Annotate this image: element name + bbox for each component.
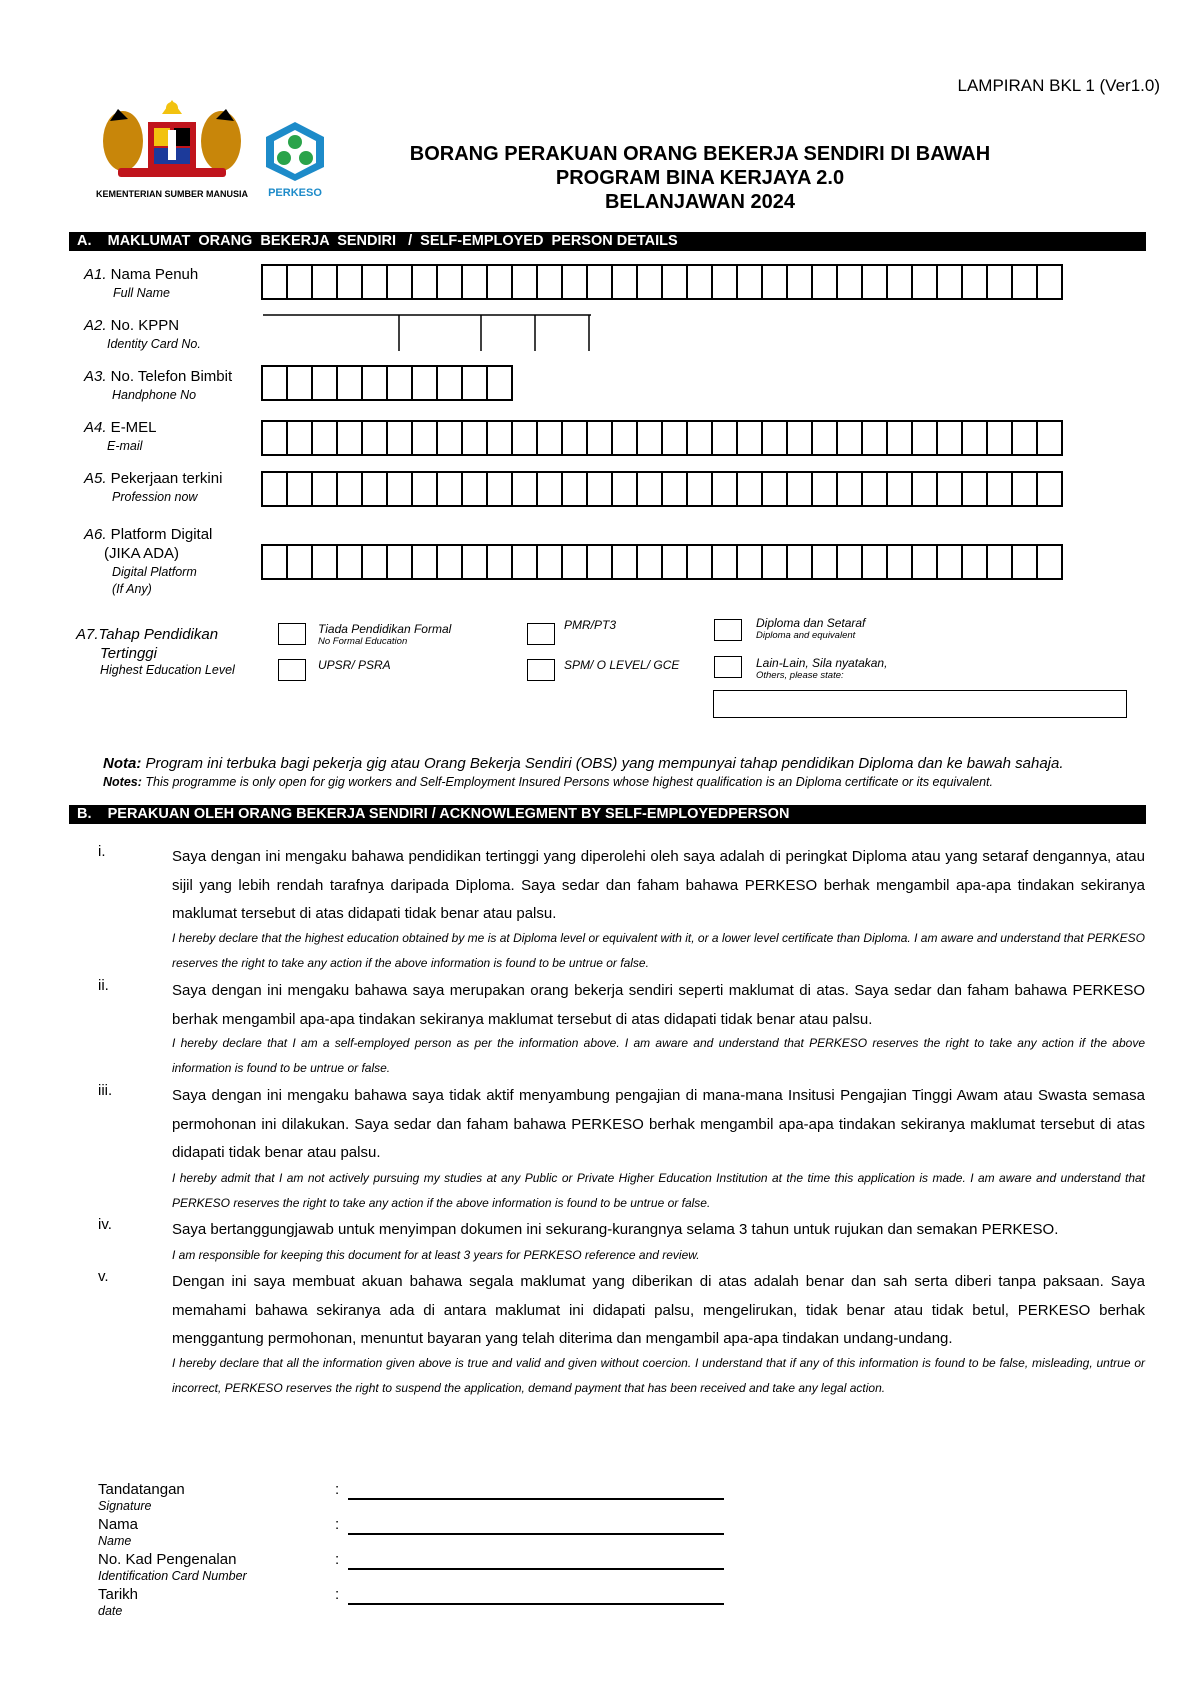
char-box[interactable]: [563, 264, 588, 300]
char-box[interactable]: [263, 471, 288, 507]
char-box[interactable]: [913, 264, 938, 300]
char-box[interactable]: [288, 420, 313, 456]
char-box[interactable]: [613, 471, 638, 507]
char-box[interactable]: [988, 264, 1013, 300]
education-label-2: Tertinggi: [100, 645, 157, 662]
char-box[interactable]: [463, 471, 488, 507]
email-input[interactable]: [261, 420, 1063, 456]
field-a6-label-en-2: (If Any): [112, 582, 152, 596]
char-box[interactable]: [1013, 420, 1038, 456]
title-line-1: BORANG PERAKUAN ORANG BEKERJA SENDIRI DI BAWAH: [409, 143, 991, 165]
char-box[interactable]: [438, 544, 463, 580]
char-box[interactable]: [813, 420, 838, 456]
others-checkbox[interactable]: [714, 656, 742, 678]
upsr-psra-checkbox[interactable]: [278, 659, 306, 681]
char-box[interactable]: [938, 544, 963, 580]
signature-label-en: Signature: [98, 1499, 152, 1513]
education-label-en: Highest Education Level: [100, 663, 235, 677]
item-i-text-en: I hereby declare that the highest education obtained by me is at Diploma level or equivalent with it, or a lower level certificate than Diploma. I am aware and understand that PERKESO reserves the right to take any action if the above information is found to be untrue or false.: [172, 931, 1145, 970]
full-name-input[interactable]: [261, 264, 1063, 300]
char-box[interactable]: [763, 420, 788, 456]
name-label: Nama: [98, 1516, 139, 1533]
char-box[interactable]: [838, 420, 863, 456]
name-label-en: Name: [98, 1534, 132, 1548]
char-box[interactable]: [513, 420, 538, 456]
no-formal-education-label: Tiada Pendidikan Formal: [318, 622, 452, 636]
char-box[interactable]: [463, 365, 488, 401]
char-box[interactable]: [413, 365, 438, 401]
char-box[interactable]: [338, 471, 363, 507]
char-box[interactable]: [388, 471, 413, 507]
char-box[interactable]: [1038, 544, 1063, 580]
education-label: A7.Tahap Pendidikan: [76, 626, 219, 643]
char-box[interactable]: [338, 365, 363, 401]
char-box[interactable]: [563, 544, 588, 580]
char-box[interactable]: [863, 471, 888, 507]
char-box[interactable]: [363, 544, 388, 580]
char-box[interactable]: [463, 544, 488, 580]
char-box[interactable]: [313, 365, 338, 401]
ic-label-en: Identification Card Number: [98, 1569, 247, 1583]
char-box[interactable]: [413, 420, 438, 456]
char-box[interactable]: [638, 544, 663, 580]
char-box[interactable]: [738, 420, 763, 456]
char-box[interactable]: [738, 471, 763, 507]
field-a6-label-en: Digital Platform: [112, 565, 197, 579]
form-reference: LAMPIRAN BKL 1 (Ver1.0): [957, 76, 1160, 95]
char-box[interactable]: [1038, 264, 1063, 300]
char-box[interactable]: [738, 264, 763, 300]
char-box[interactable]: [288, 365, 313, 401]
profession-input[interactable]: [261, 471, 1063, 507]
item-v-text-en: I hereby declare that all the information given above is true and valid and given without coercion. I understand that if any of this information is found to be false, misleading, untrue or incorrect, PERKESO reserves the right to suspend the application, demand payment that has been received and take any legal action.: [172, 1356, 1145, 1395]
char-box[interactable]: [488, 420, 513, 456]
char-box[interactable]: [263, 420, 288, 456]
char-box[interactable]: [713, 264, 738, 300]
char-box[interactable]: [313, 471, 338, 507]
field-a4-label-en: E-mail: [107, 439, 143, 453]
char-box[interactable]: [413, 544, 438, 580]
no-formal-education-label-en: No Formal Education: [318, 636, 408, 647]
char-box[interactable]: [713, 420, 738, 456]
upsr-psra-label: UPSR/ PSRA: [318, 658, 391, 672]
item-i-text: Saya dengan ini mengaku bahawa pendidikan tertinggi yang diperolehi oleh saya adalah di peringkat Diploma atau yang setaraf dengannya, atau sijil yang lebih rendah tarafnya daripada Diploma. Saya sedar dan faham bahawa PERKESO berhak mengambil apa-apa tindakan sekiranya maklumat tersebut di atas didapati tidak benar atau palsu.: [172, 848, 1145, 922]
char-box[interactable]: [488, 471, 513, 507]
others-specify-input[interactable]: [713, 690, 1127, 718]
pmr-pt3-checkbox[interactable]: [527, 623, 555, 645]
char-box[interactable]: [688, 544, 713, 580]
char-box[interactable]: [663, 264, 688, 300]
char-box[interactable]: [513, 264, 538, 300]
char-box[interactable]: [663, 471, 688, 507]
char-box[interactable]: [988, 544, 1013, 580]
item-v-number: v.: [98, 1268, 109, 1285]
char-box[interactable]: [338, 420, 363, 456]
char-box[interactable]: [763, 544, 788, 580]
char-box[interactable]: [288, 544, 313, 580]
name-colon: :: [335, 1516, 340, 1533]
char-box[interactable]: [1013, 544, 1038, 580]
date-colon: :: [335, 1586, 340, 1603]
char-box[interactable]: [713, 544, 738, 580]
char-box[interactable]: [588, 471, 613, 507]
item-iii-text-en: I hereby admit that I am not actively pursuing my studies at any Public or Private Higher Education Institution at the time this application is made. I am aware and understand that PERKESO reserves the right to take any action if the above information is found to be untrue or false.: [172, 1171, 1145, 1210]
char-box[interactable]: [938, 420, 963, 456]
char-box[interactable]: [488, 544, 513, 580]
char-box[interactable]: [938, 264, 963, 300]
char-box[interactable]: [313, 544, 338, 580]
char-box[interactable]: [588, 544, 613, 580]
form-title: [0, 142, 1200, 214]
signature-colon: :: [335, 1481, 340, 1498]
note-bm: Nota: Program ini terbuka bagi pekerja gig atau Orang Bekerja Sendiri (OBS) yang mempunyai tahap pendidikan Diploma dan ke bawah sahaja.: [103, 755, 1064, 772]
char-box[interactable]: [863, 420, 888, 456]
char-box[interactable]: [788, 544, 813, 580]
char-box[interactable]: [963, 420, 988, 456]
char-box[interactable]: [463, 264, 488, 300]
others-label: Lain-Lain, Sila nyatakan,: [756, 656, 888, 670]
char-box[interactable]: [588, 264, 613, 300]
char-box[interactable]: [538, 420, 563, 456]
char-box[interactable]: [363, 420, 388, 456]
char-box[interactable]: [1013, 264, 1038, 300]
char-box[interactable]: [688, 420, 713, 456]
char-box[interactable]: [263, 264, 288, 300]
char-box[interactable]: [388, 420, 413, 456]
char-box[interactable]: [788, 420, 813, 456]
char-box[interactable]: [863, 264, 888, 300]
char-box[interactable]: [563, 471, 588, 507]
date-label-en: date: [98, 1604, 123, 1618]
date-label: Tarikh: [98, 1586, 139, 1603]
char-box[interactable]: [863, 544, 888, 580]
field-a5-label: A5. Pekerjaan terkini: [84, 470, 223, 487]
char-box[interactable]: [513, 471, 538, 507]
char-box[interactable]: [813, 264, 838, 300]
char-box[interactable]: [538, 544, 563, 580]
ministry-caption: KEMENTERIAN SUMBER MANUSIA: [95, 189, 248, 199]
char-box[interactable]: [888, 471, 913, 507]
date-line[interactable]: [348, 1603, 724, 1605]
item-iv-number: iv.: [98, 1216, 112, 1233]
char-box[interactable]: [988, 471, 1013, 507]
others-label-en: Others, please state:: [756, 670, 844, 681]
char-box[interactable]: [438, 264, 463, 300]
char-box[interactable]: [713, 471, 738, 507]
field-a6-label-2: (JIKA ADA): [104, 545, 180, 562]
digital-platform-input[interactable]: [261, 544, 1063, 580]
field-a3-label: A3. No. Telefon Bimbit: [84, 368, 233, 385]
section-b-heading: B. PERAKUAN OLEH ORANG BEKERJA SENDIRI / ACKNOWLEGMENT BY SELF-EMPLOYEDPERSON: [69, 805, 1146, 824]
char-box[interactable]: [988, 420, 1013, 456]
field-a1-label: A1. Nama Penuh: [84, 266, 199, 283]
item-iii-number: iii.: [98, 1082, 113, 1099]
field-a5-label-en: Profession now: [112, 490, 198, 504]
item-ii-number: ii.: [98, 977, 109, 994]
char-box[interactable]: [688, 264, 713, 300]
perkeso-caption: PERKESO: [268, 187, 322, 199]
char-box[interactable]: [913, 544, 938, 580]
char-box[interactable]: [938, 471, 963, 507]
char-box[interactable]: [288, 471, 313, 507]
char-box[interactable]: [338, 544, 363, 580]
char-box[interactable]: [813, 544, 838, 580]
char-box[interactable]: [788, 264, 813, 300]
char-box[interactable]: [963, 264, 988, 300]
char-box[interactable]: [838, 471, 863, 507]
char-box[interactable]: [388, 264, 413, 300]
ic-number-input[interactable]: [263, 314, 591, 352]
char-box[interactable]: [388, 365, 413, 401]
char-box[interactable]: [1038, 471, 1063, 507]
field-a1-label-en: Full Name: [113, 286, 170, 300]
char-box[interactable]: [288, 264, 313, 300]
char-box[interactable]: [1038, 420, 1063, 456]
field-a3-label-en: Handphone No: [112, 388, 197, 402]
char-box[interactable]: [438, 365, 463, 401]
char-box[interactable]: [413, 264, 438, 300]
ic-line[interactable]: [348, 1568, 724, 1570]
char-box[interactable]: [588, 420, 613, 456]
note-en: Notes: This programme is only open for gig workers and Self-Employment Insured Persons whose highest qualification is an Diploma certificate or its equivalent.: [103, 775, 994, 789]
char-box[interactable]: [763, 471, 788, 507]
item-iv-text-en: I am responsible for keeping this document for at least 3 years for PERKESO reference and review.: [172, 1248, 700, 1262]
char-box[interactable]: [463, 420, 488, 456]
char-box[interactable]: [763, 264, 788, 300]
char-box[interactable]: [388, 544, 413, 580]
char-box[interactable]: [888, 264, 913, 300]
char-box[interactable]: [363, 365, 388, 401]
char-box[interactable]: [913, 471, 938, 507]
spm-olevel-label: SPM/ O LEVEL/ GCE: [564, 658, 680, 672]
char-box[interactable]: [913, 420, 938, 456]
char-box[interactable]: [788, 471, 813, 507]
char-box[interactable]: [963, 544, 988, 580]
char-box[interactable]: [638, 471, 663, 507]
char-box[interactable]: [838, 264, 863, 300]
name-line[interactable]: [348, 1533, 724, 1535]
spm-olevel-checkbox[interactable]: [527, 659, 555, 681]
field-a2-label-en: Identity Card No.: [107, 337, 201, 351]
char-box[interactable]: [538, 471, 563, 507]
char-box[interactable]: [263, 544, 288, 580]
item-ii-text: Saya dengan ini mengaku bahawa saya merupakan orang bekerja sendiri seperti maklumat di atas. Saya sedar dan faham bahawa PERKESO berhak mengambil apa-apa tindakan sekiranya maklumat tersebut di atas didapati tidak benar atau palsu.: [172, 982, 1145, 1028]
char-box[interactable]: [313, 264, 338, 300]
char-box[interactable]: [663, 420, 688, 456]
char-box[interactable]: [638, 264, 663, 300]
ic-label: No. Kad Pengenalan: [98, 1551, 237, 1568]
title-line-2: PROGRAM BINA KERJAYA 2.0: [555, 167, 845, 189]
char-box[interactable]: [538, 264, 563, 300]
char-box[interactable]: [813, 471, 838, 507]
char-box[interactable]: [1013, 471, 1038, 507]
diploma-label: Diploma dan Setaraf: [756, 616, 866, 630]
char-box[interactable]: [663, 544, 688, 580]
char-box[interactable]: [613, 420, 638, 456]
char-box[interactable]: [438, 471, 463, 507]
char-box[interactable]: [638, 420, 663, 456]
char-box[interactable]: [738, 544, 763, 580]
signature-line[interactable]: [348, 1498, 724, 1500]
no-formal-education-checkbox[interactable]: [278, 623, 306, 645]
field-a2-label: A2. No. KPPN: [84, 317, 180, 334]
ic-colon: :: [335, 1551, 340, 1568]
char-box[interactable]: [963, 471, 988, 507]
char-box[interactable]: [488, 365, 513, 401]
field-a4-label: A4. E-MEL: [84, 419, 157, 436]
diploma-label-en: Diploma and equivalent: [756, 630, 856, 641]
char-box[interactable]: [413, 471, 438, 507]
char-box[interactable]: [263, 365, 288, 401]
diploma-checkbox[interactable]: [714, 619, 742, 641]
char-box[interactable]: [688, 471, 713, 507]
item-i-number: i.: [98, 843, 106, 860]
signature-label: Tandatangan: [98, 1481, 185, 1498]
pmr-pt3-label: PMR/PT3: [564, 618, 617, 632]
item-v-text: Dengan ini saya membuat akuan bahawa segala maklumat yang diberikan di atas adalah benar dan sah serta diberi tanpa paksaan. Saya memahami bahawa sekiranya ada di antara maklumat ini didapati palsu, mengelirukan, tidak benar atau tidak betul, PERKESO berhak menggantung permohonan, menuntut bayaran yang telah diterima dan mengambil apa-apa tindakan undang-undang.: [172, 1273, 1145, 1347]
char-box[interactable]: [313, 420, 338, 456]
title-line-3: BELANJAWAN 2024: [604, 191, 796, 213]
char-box[interactable]: [563, 420, 588, 456]
item-iii-text: Saya dengan ini mengaku bahawa saya tidak aktif menyambung pengajian di mana-mana Insitusi Pengajian Tinggi Awam atau Swasta semasa permohonan ini dilakukan. Saya sedar dan faham bahawa PERKESO berhak mengambil apa-apa tindakan sekiranya maklumat tersebut di atas didapati tidak benar atau palsu.: [172, 1087, 1145, 1161]
item-ii-text-en: I hereby declare that I am a self-employed person as per the information above. I am aware and understand that PERKESO reserves the right to take any action if the above information is found to be untrue or false.: [172, 1036, 1145, 1075]
section-a-heading: A. MAKLUMAT ORANG BEKERJA SENDIRI / SELF-EMPLOYED PERSON DETAILS: [69, 232, 1146, 251]
phone-number-input[interactable]: [261, 365, 513, 401]
char-box[interactable]: [838, 544, 863, 580]
char-box[interactable]: [888, 544, 913, 580]
char-box[interactable]: [513, 544, 538, 580]
char-box[interactable]: [338, 264, 363, 300]
char-box[interactable]: [613, 264, 638, 300]
char-box[interactable]: [438, 420, 463, 456]
char-box[interactable]: [613, 544, 638, 580]
char-box[interactable]: [363, 471, 388, 507]
item-iv-text: Saya bertanggungjawab untuk menyimpan dokumen ini sekurang-kurangnya selama 3 tahun untuk rujukan dan semakan PERKESO.: [172, 1221, 1059, 1238]
char-box[interactable]: [488, 264, 513, 300]
char-box[interactable]: [363, 264, 388, 300]
field-a6-label: A6. Platform Digital: [84, 526, 213, 543]
char-box[interactable]: [888, 420, 913, 456]
